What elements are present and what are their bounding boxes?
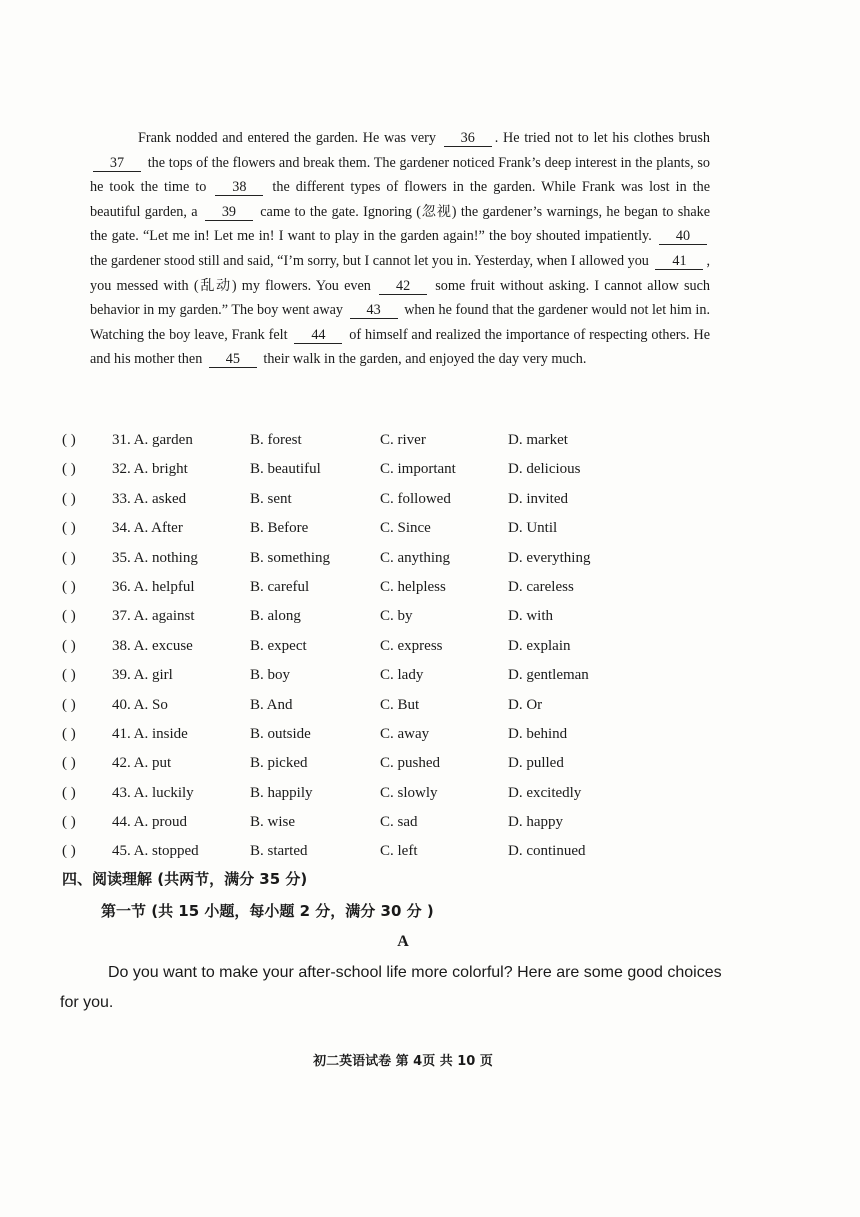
blank-43: 43 — [350, 302, 398, 319]
question-row — [62, 430, 662, 459]
option-d: D. excitedly — [508, 784, 582, 801]
option-c: C. sad — [380, 814, 418, 831]
option-d: D. careless — [508, 578, 574, 595]
answer-bracket[interactable]: ( ) — [62, 461, 76, 478]
option-c: C. slowly — [380, 784, 438, 801]
blank-40: 40 — [659, 228, 707, 245]
question-row — [62, 695, 662, 724]
option-c: C. helpless — [380, 578, 446, 595]
option-b: B. careful — [250, 578, 310, 595]
option-a: 40. A. So — [112, 696, 168, 713]
option-b: B. sent — [250, 490, 292, 507]
option-d: D. happy — [508, 814, 563, 831]
question-row — [62, 548, 662, 577]
answer-bracket[interactable]: ( ) — [62, 814, 76, 831]
passage-text: came to the gate. Ignoring (忽视) the gardener’s warnings, he began to shake the gate. “Let me in! Let me in! I want to play in the garden again!” the boy shouted impatiently. — [90, 203, 711, 245]
blank-37: 37 — [93, 155, 141, 172]
passage-text: the different types of flowers in the garden. While Frank was lost in the beautiful garden, a — [90, 179, 711, 220]
option-d: D. everything — [508, 549, 591, 566]
option-a: 36. A. helpful — [112, 578, 195, 595]
question-row — [62, 459, 662, 488]
part-letter: A — [397, 933, 409, 950]
option-a: 42. A. put — [112, 755, 172, 772]
answer-bracket[interactable]: ( ) — [62, 637, 76, 654]
option-a: 35. A. nothing — [112, 549, 198, 566]
answer-bracket[interactable]: ( ) — [62, 843, 76, 860]
question-row — [62, 783, 662, 812]
passage-text: . He tried not to let his clothes brush — [494, 130, 711, 146]
answer-bracket[interactable]: ( ) — [62, 549, 76, 566]
question-row — [62, 724, 662, 753]
option-b: B. boy — [250, 667, 291, 684]
option-b: B. Before — [250, 520, 309, 537]
option-b: B. forest — [250, 432, 302, 448]
question-row — [62, 753, 662, 782]
question-row — [62, 489, 662, 518]
passage-text: , you messed with (乱动) my flowers. You even — [90, 252, 710, 294]
subsection-title: 第一节 (共 15 小题，每小题 2 分，满分 30 分 ) — [101, 902, 434, 920]
passage-text: the tops of the flowers and break them. The gardener noticed Frank’s deep interest in the plants, so he took the time to — [90, 154, 711, 196]
option-d: D. with — [508, 608, 553, 625]
option-b: B. expect — [250, 637, 307, 654]
option-b: B. picked — [250, 755, 308, 772]
intro-text: Do you want to make your after-school life more colorful? Here are some good choices for you. — [60, 964, 722, 1011]
option-c: C. pushed — [380, 755, 440, 772]
option-d: D. continued — [508, 843, 586, 860]
section-title: 四、阅读理解 (共两节，满分 35 分) — [62, 870, 308, 888]
option-a: 31. A. garden — [112, 432, 193, 448]
option-a: 32. A. bright — [112, 461, 188, 478]
option-b: B. And — [250, 696, 293, 713]
question-row — [62, 841, 662, 870]
option-b: B. along — [250, 608, 301, 625]
passage-text: their walk in the garden, and enjoyed the day very much. — [263, 351, 587, 368]
question-row — [62, 665, 662, 694]
answer-bracket[interactable]: ( ) — [62, 432, 76, 448]
option-c: C. anything — [380, 549, 450, 566]
option-c: C. away — [380, 725, 430, 742]
passage-text: some fruit without asking. I cannot allow such behavior in my garden.” The boy went away — [90, 277, 711, 319]
passage-text: when he found that the gardener would not let him in. Watching the boy leave, Frank felt — [90, 302, 710, 343]
option-d: D. pulled — [508, 755, 564, 772]
option-c: C. express — [380, 637, 443, 654]
blank-42: 42 — [379, 278, 427, 295]
question-row — [62, 518, 662, 547]
option-a: 44. A. proud — [112, 814, 187, 831]
option-c: C. river — [380, 432, 426, 448]
answer-bracket[interactable]: ( ) — [62, 755, 76, 772]
option-c: C. by — [380, 608, 413, 625]
option-a: 39. A. girl — [112, 667, 173, 684]
option-d: D. explain — [508, 637, 571, 654]
question-row — [62, 577, 662, 606]
option-c: C. left — [380, 843, 418, 860]
answer-bracket[interactable]: ( ) — [62, 578, 76, 595]
option-c: C. But — [380, 696, 420, 713]
answer-bracket[interactable]: ( ) — [62, 696, 76, 713]
answer-bracket[interactable]: ( ) — [62, 520, 76, 537]
option-b: B. started — [250, 843, 308, 860]
answer-options — [62, 430, 662, 871]
reading-intro — [60, 958, 740, 1018]
option-d: D. market — [508, 432, 568, 448]
option-d: D. invited — [508, 490, 568, 507]
option-b: B. happily — [250, 784, 313, 801]
option-d: D. gentleman — [508, 667, 589, 684]
answer-bracket[interactable]: ( ) — [62, 725, 76, 742]
question-row — [62, 606, 662, 635]
option-b: B. wise — [250, 814, 295, 831]
option-b: B. something — [250, 549, 331, 566]
blank-45: 45 — [209, 351, 257, 368]
option-a: 33. A. asked — [112, 490, 187, 507]
blank-39: 39 — [205, 204, 253, 221]
answer-bracket[interactable]: ( ) — [62, 784, 76, 801]
option-a: 41. A. inside — [112, 725, 188, 742]
option-a: 34. A. After — [112, 520, 183, 537]
option-d: D. delicious — [508, 461, 581, 478]
page-footer: 初二英语试卷 第 4页 共 10 页 — [313, 1054, 493, 1069]
cloze-passage — [90, 126, 710, 372]
question-row — [62, 636, 662, 665]
option-d: D. Until — [508, 520, 558, 537]
blank-36: 36 — [444, 130, 492, 147]
option-d: D. behind — [508, 725, 568, 742]
option-c: C. lady — [380, 667, 424, 684]
option-a: 43. A. luckily — [112, 784, 194, 801]
passage-text: Frank nodded and entered the garden. He was very — [138, 130, 436, 146]
passage-text: of himself and realized the importance of respecting others. He and his mother then — [90, 326, 711, 368]
option-c: C. followed — [380, 490, 451, 507]
passage-text: the gardener stood still and said, “I’m sorry, but I cannot let you in. Yesterday, when I allowed you — [90, 252, 649, 269]
option-a: 45. A. stopped — [112, 843, 199, 860]
option-a: 38. A. excuse — [112, 637, 193, 654]
option-c: C. important — [380, 461, 456, 478]
question-row — [62, 812, 662, 841]
blank-41: 41 — [655, 253, 703, 270]
answer-bracket[interactable]: ( ) — [62, 490, 76, 507]
answer-bracket[interactable]: ( ) — [62, 667, 76, 684]
option-d: D. Or — [508, 696, 543, 713]
option-c: C. Since — [380, 520, 431, 537]
blank-44: 44 — [294, 327, 342, 344]
option-a: 37. A. against — [112, 608, 195, 625]
blank-38: 38 — [215, 179, 263, 196]
option-b: B. beautiful — [250, 461, 321, 478]
answer-bracket[interactable]: ( ) — [62, 608, 76, 625]
option-b: B. outside — [250, 725, 311, 742]
